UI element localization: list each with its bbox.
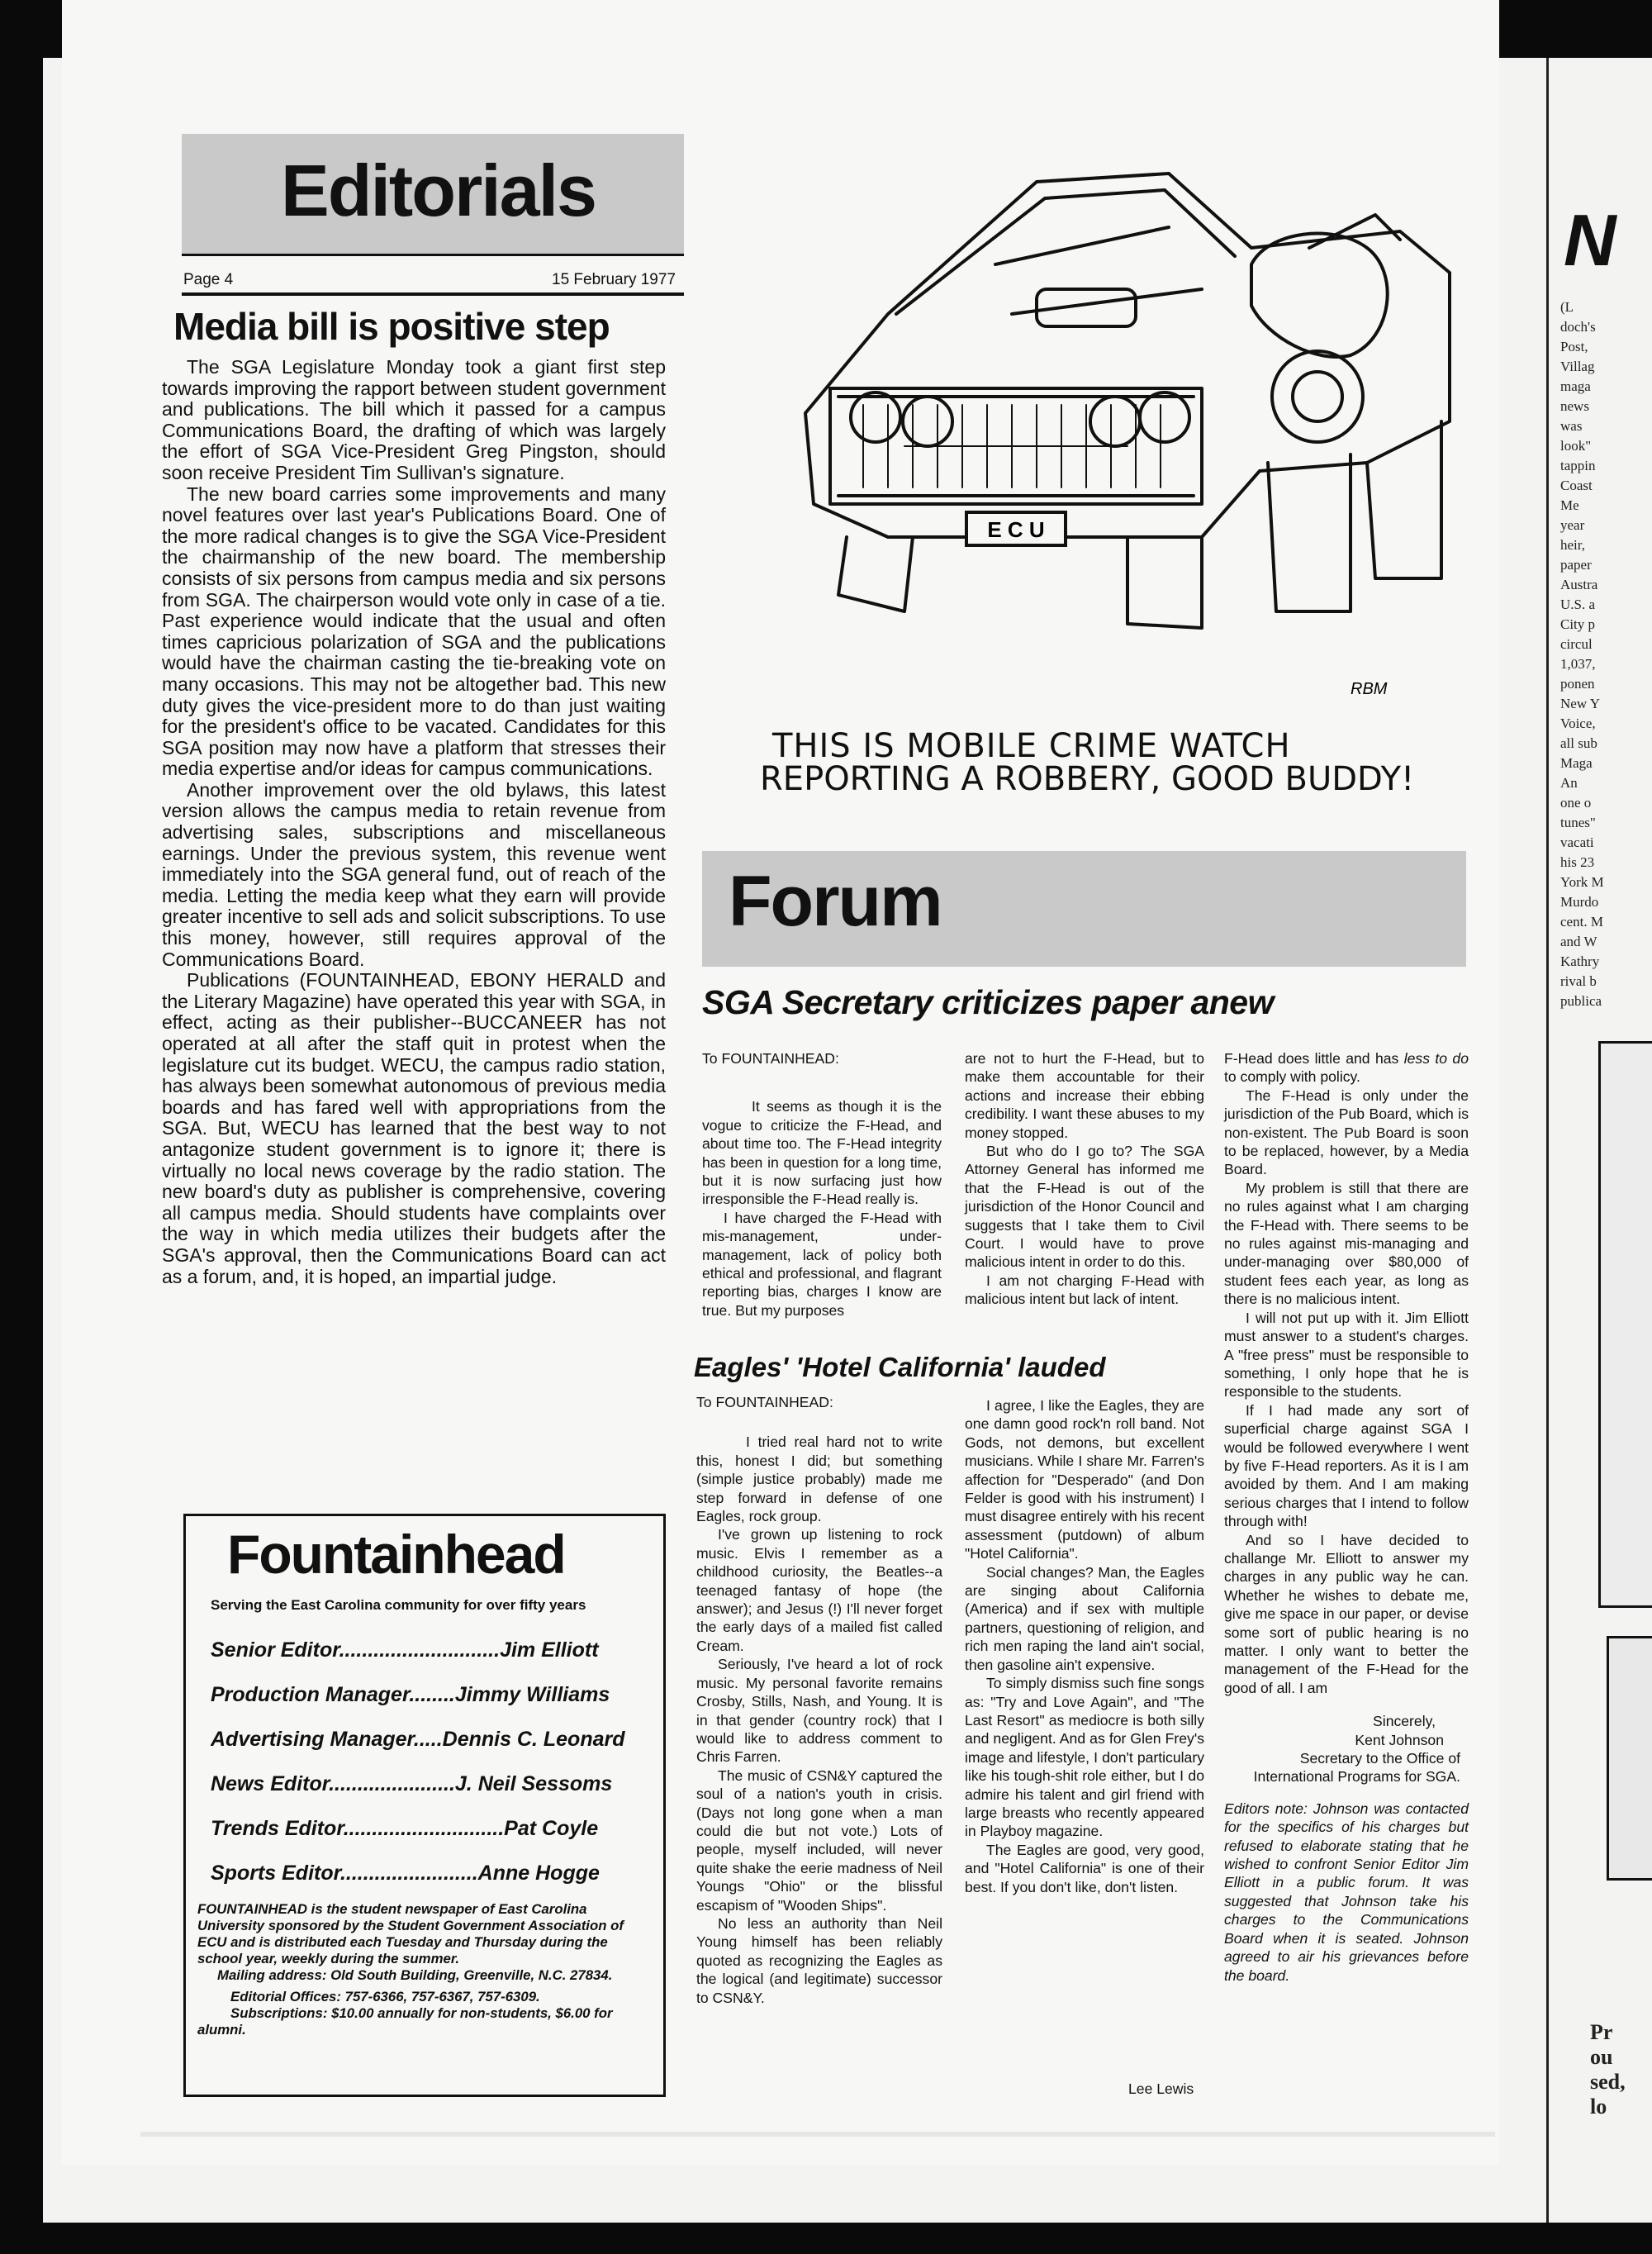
- section-title: Editorials: [281, 150, 596, 231]
- forum-title: Forum: [729, 862, 942, 941]
- letter1-salutation: To FOUNTAINHEAD:: [702, 1050, 839, 1067]
- editorial-paragraph: Another improvement over the old bylaws, this latest version allows the campus media to retain revenue from advertising sales, subscriptions and miscellaneous earnings. Under the previous system, this revenue went immediately into the SGA general fund, out of reach of the media. Letting the media keep what they earn will provide greater incentive to sell ads and solicit subscriptions. To use this money, however, still requires approval of the Communications Board.: [162, 778, 666, 970]
- editorial-paragraph: The SGA Legislature Monday took a giant first step towards improving the rapport between student government and publications. The bill which it passed for a campus Communications Board, the drafting of which was largely the effort of SGA Vice-President Greg Pingston, should soon receive President Tim Sullivan's signature.: [162, 356, 666, 483]
- staff-leader-dots: .....: [413, 1728, 443, 1751]
- adjacent-text-fragment: tappin: [1560, 458, 1596, 473]
- staff-row: [211, 1638, 640, 1662]
- staff-leader-dots: ............................: [339, 1638, 501, 1662]
- adjacent-text-fragment: Coast: [1560, 478, 1593, 493]
- bottom-edge: [140, 2132, 1495, 2137]
- staff-name: Jimmy Williams: [454, 1683, 610, 1706]
- letter1-col2: [965, 1049, 1204, 1309]
- adjacent-text-fragment: Voice,: [1560, 716, 1596, 731]
- letter1-paragraph: The F-Head is only under the jurisdiction of the Pub Board, which is non-existent. The Pub Board is soon to be replaced, however, by a Media Board.: [1224, 1087, 1469, 1178]
- adjacent-text-fragment: doch's: [1560, 319, 1596, 335]
- adjacent-text-fragment: New Y: [1560, 696, 1600, 711]
- editors-note: Editors note: Johnson was contacted for the specifics of his charges but refused to elaborate stating that he wished to confront Senior Editor Jim Elliott in a public forum. It was suggested that Johnson take his charges to the Communications Board when it is seated. Johnson agreed to air his grievances before the board.: [1224, 1800, 1469, 1984]
- letter2-paragraph: I tried real hard not to write this, honest I did; but something (simple justice probably) made me step forward in defense of one Eagles, rock group.: [696, 1434, 942, 1525]
- adjacent-text-fragment: rival b: [1560, 973, 1597, 989]
- adjacent-text-fragment: U.S. a: [1560, 597, 1596, 612]
- staff-name: Pat Coyle: [504, 1817, 599, 1840]
- staff-name: Dennis C. Leonard: [442, 1728, 625, 1751]
- staff-row: [211, 1817, 640, 1841]
- adjacent-text-fragment: Kathry: [1560, 953, 1600, 969]
- banner-rule: [182, 254, 684, 256]
- adjacent-text-fragment: Me: [1560, 497, 1579, 513]
- adjacent-bottom-fragment: lo: [1590, 2095, 1607, 2118]
- letter1-paragraph: I will not put up with it. Jim Elliott must answer to a student's charges. A "free press" must be responsible to something, I only hope that he is responsible to the students.: [1224, 1309, 1469, 1400]
- signer-title: International Programs for SGA.: [1253, 1768, 1460, 1786]
- lead-text: F-Head does little and has: [1224, 1050, 1404, 1067]
- adjacent-text-fragment: Villag: [1560, 359, 1595, 374]
- staff-role: Production Manager: [211, 1683, 410, 1706]
- letter1-paragraph: It seems as though it is the vogue to criticize the F-Head, and about time too. The F-Head integrity has been in question for a long time, but it is now surfacing just how irresponsible the F-Head really is.: [702, 1098, 942, 1208]
- license-plate-text: E C U: [987, 517, 1045, 542]
- adjacent-page-text: [1560, 297, 1651, 1011]
- adjacent-page-header: N: [1564, 199, 1616, 281]
- adjacent-text-fragment: paper: [1560, 557, 1592, 573]
- masthead-about: [197, 1901, 650, 2038]
- letter2-col2: [965, 1396, 1204, 1896]
- letter2-paragraph: I've grown up listening to rock music. Elvis I remember as a childhood curiosity, the Beatles--a teenaged fantasy of hope (the answer); and Jesus (!) I'll never forget the early days of a mailed fist called Cream.: [696, 1526, 942, 1654]
- issue-date: 15 February 1977: [552, 271, 676, 288]
- letter1-paragraph: And so I have decided to challange Mr. Elliott to answer my charges in any public way he can. Whether he wishes to debate me, give me space in our paper, or devise some sort of public hearing is no matter. I only want to better the management of the F-Head for the good of all. I am: [1224, 1531, 1469, 1696]
- adjacent-bottom-fragment: Pr: [1590, 2020, 1613, 2044]
- masthead-offices: Editorial Offices: 757-6366, 757-6367, 757-6309.: [230, 1989, 540, 2004]
- staff-name: J. Neil Sessoms: [454, 1772, 613, 1795]
- adjacent-text-fragment: Austra: [1560, 577, 1598, 592]
- letter2-salutation: To FOUNTAINHEAD:: [696, 1394, 833, 1410]
- letter1-paragraph: But who do I go to? The SGA Attorney General has informed me that the F-Head is out of the jurisdiction of the Honor Council and suggests that I take them to Civil Court. I would have to prove malicious intent in order to do this.: [965, 1143, 1204, 1271]
- adjacent-text-fragment: heir,: [1560, 537, 1585, 553]
- signer-title: Secretary to the Office of: [1299, 1750, 1460, 1767]
- letter2-paragraph: No less an authority than Neil Young himself has been reliably quoted as recognizing the Eagles as the logical (and legitimate) successor to CSN&Y.: [696, 1914, 942, 2006]
- adjacent-text-fragment: cent. M: [1560, 914, 1603, 930]
- adjacent-photo: [1598, 1041, 1652, 1608]
- adjacent-text-fragment: his 23: [1560, 854, 1595, 870]
- adjacent-text-fragment: An: [1560, 775, 1578, 791]
- editorial-body: [162, 357, 666, 1287]
- letter1-paragraph: My problem is still that there are no rules against what I am charging the F-Head with. There seems to be no rules against mis-managing and under-managing over $80,000 of student fees each year, as long as there is no malicious intent.: [1224, 1179, 1469, 1308]
- letter2-paragraph: To simply dismiss such fine songs as: "Try and Love Again", and "The Last Resort" as mediocre is both silly and negligent. And as for Glen Frey's image and lifestyle, I don't particulary like his tough-shit role either, but I do admire his talent and girl friend with large breasts who recently appeared in Playboy magazine.: [965, 1675, 1205, 1840]
- adjacent-text-fragment: one o: [1560, 795, 1592, 811]
- adjacent-page-bottom-text: [1590, 2020, 1652, 2119]
- adjacent-text-fragment: was: [1560, 418, 1583, 434]
- staff-role: Senior Editor: [211, 1638, 339, 1662]
- letter1-signoff: [1224, 1712, 1469, 1786]
- lead-italic: less to do: [1403, 1050, 1469, 1067]
- cartoon-illustration: [739, 149, 1466, 727]
- adjacent-text-fragment: Maga: [1560, 755, 1593, 771]
- letter2-col1: [696, 1393, 942, 2007]
- letter2-paragraph: Seriously, I've heard a lot of rock music. My personal favorite remains Crosby, Stills, Nash, and Young. It is in that gender (country rock) that I would like to address comment to Chris Farren.: [696, 1656, 942, 1766]
- staff-name: Anne Hogge: [477, 1862, 600, 1885]
- signer: Kent Johnson: [1355, 1731, 1444, 1748]
- masthead-tagline: Serving the East Carolina community for over fifty years: [211, 1597, 586, 1613]
- adjacent-text-fragment: look": [1560, 438, 1592, 454]
- cartoon-caption-line2: REPORTING A ROBBERY, GOOD BUDDY!: [760, 760, 1415, 798]
- cartoon-caption-line1: THIS IS MOBILE CRIME WATCH: [772, 727, 1291, 765]
- staff-row: [211, 1772, 640, 1796]
- adjacent-text-fragment: news: [1560, 398, 1589, 414]
- adjacent-text-fragment: all sub: [1560, 735, 1597, 751]
- letter1-col3: [1224, 1049, 1469, 1985]
- letter1-paragraph: I am not charging F-Head with malicious intent but lack of intent.: [965, 1272, 1204, 1308]
- adjacent-page: [1546, 58, 1652, 2223]
- adjacent-text-fragment: tunes": [1560, 815, 1596, 830]
- adjacent-text-fragment: and W: [1560, 934, 1597, 949]
- adjacent-bottom-fragment: ou: [1590, 2045, 1613, 2069]
- dateline-rule: [182, 292, 684, 296]
- adjacent-text-fragment: City p: [1560, 616, 1596, 632]
- letter2-paragraph: Social changes? Man, the Eagles are singing about California (America) and if sex with multiple partners, questioning of religion, and rich men raping the land ain't social, then gasoline ain't expensive.: [965, 1563, 1204, 1673]
- letter2-headline: Eagles' 'Hotel California' lauded: [694, 1352, 1106, 1382]
- adjacent-ad-box: [1607, 1636, 1652, 1881]
- letter1-col1: [702, 1049, 942, 1320]
- masthead-mailing: Mailing address: Old South Building, Greenville, N.C. 27834.: [217, 1967, 613, 1983]
- staff-role: News Editor: [211, 1772, 330, 1795]
- editorial-paragraph: Publications (FOUNTAINHEAD, EBONY HERALD and the Literary Magazine) have operated this year with SGA, in effect, acting as their publisher--BUCCANEER has not operated at all after the staff quit in protest when the legislature cut its budget. WECU, the campus radio station, has always been somewhat autonomous of previous media boards and has fared well with appropriations from the SGA. But, WECU has learned that the best way to not antagonize student government is to ignore it; there is virtually no local news coverage by the radio station. The new board's duty as publisher is comprehensive, covering all campus media. Should students have complaints over the way in which media utilizes their budgets after the SGA's approval, then the Communications Board can act as a forum, and, it is hoped, an impartial judge.: [162, 969, 666, 1287]
- staff-row: [211, 1728, 640, 1752]
- staff-row: [211, 1862, 640, 1885]
- adjacent-text-fragment: year: [1560, 517, 1585, 533]
- staff-row: [211, 1683, 640, 1707]
- lead-end: to comply with policy.: [1224, 1068, 1360, 1086]
- staff-name: Jim Elliott: [500, 1638, 599, 1662]
- letter1-paragraph: are not to hurt the F-Head, but to make them accountable for their actions and increase their ebbing credibility. I want these abuses to my money stopped.: [965, 1050, 1204, 1141]
- masthead-about-text: FOUNTAINHEAD is the student newspaper of East Carolina University sponsored by the Student Government Association of ECU and is distributed each Tuesday and Thursday during the school year, weekly during the summer.: [197, 1901, 624, 1966]
- adjacent-text-fragment: (L: [1560, 299, 1574, 315]
- adjacent-text-fragment: publica: [1560, 993, 1602, 1009]
- staff-role: Advertising Manager: [211, 1728, 414, 1751]
- adjacent-text-fragment: maga: [1560, 378, 1591, 394]
- adjacent-text-fragment: 1,037,: [1560, 656, 1596, 672]
- adjacent-text-fragment: Post,: [1560, 339, 1588, 354]
- masthead-box: [183, 1514, 666, 2097]
- adjacent-text-fragment: Murdo: [1560, 894, 1599, 910]
- letter1-col3-lead: [1224, 1049, 1469, 1087]
- letter2-paragraph: The Eagles are good, very good, and "Hotel California" is one of their best. If you don't like, don't listen.: [965, 1841, 1204, 1895]
- staff-role: Sports Editor: [211, 1862, 340, 1885]
- letter1-paragraph: I have charged the F-Head with mis-management, under-management, lack of policy both ethical and professional, and flagrant reporting bias, charges I know are true. But my purposes: [702, 1209, 942, 1319]
- adjacent-text-fragment: ponen: [1560, 676, 1595, 692]
- letter2-paragraph: The music of CSN&Y captured the soul of a nation's youth in crisis. (Days not long gone when a man could die but not vote.) Lots of people, myself included, will never quite shake the eerie madness of Neil Youngs "Ohio" or the blissful escapism of "Wooden Ships".: [696, 1767, 942, 1914]
- staff-role: Trends Editor: [211, 1817, 344, 1840]
- letter1-paragraph: If I had made any sort of superficial charge against SGA I would be followed everywhere I went by five F-Head reporters. As it is I am avoided by them. And I am making serious charges that I intend to follow through with!: [1224, 1401, 1469, 1530]
- staff-leader-dots: ........................: [339, 1862, 478, 1885]
- staff-leader-dots: ........: [409, 1683, 455, 1706]
- letter2-paragraph: I agree, I like the Eagles, they are one damn good rock'n roll band. Not Gods, not demons, but excellent musicians. While I share Mr. Farren's affection for "Desperado" (and Don Felder is good with his instrument) I must disagree entirely with his recent assessment (putdown) of album "Hotel California".: [965, 1397, 1204, 1562]
- adjacent-text-fragment: vacati: [1560, 835, 1594, 850]
- editorial-headline: Media bill is positive step: [173, 305, 610, 348]
- adjacent-text-fragment: York M: [1560, 874, 1604, 890]
- letter1-headline: SGA Secretary criticizes paper anew: [702, 983, 1274, 1021]
- staff-leader-dots: ......................: [329, 1772, 455, 1795]
- adjacent-text-fragment: circul: [1560, 636, 1593, 652]
- masthead-subscriptions: Subscriptions: $10.00 annually for non-students, $6.00 for alumni.: [197, 2005, 613, 2038]
- closing: Sincerely,: [1373, 1713, 1436, 1730]
- car-drawing: [805, 174, 1450, 628]
- cartoonist-signature: RBM: [1351, 680, 1388, 698]
- masthead-title: Fountainhead: [227, 1524, 565, 1585]
- letter2-signer: Lee Lewis: [1128, 2080, 1194, 2097]
- editorial-paragraph: The new board carries some improvements and many novel features over last year's Publications Board. One of the more radical changes is to give the SGA Vice-President the chairmanship of the new board. The membership consists of six persons from campus media and six persons from SGA. The chairperson would vote only in case of a tie. Past experience would indicate that the usual and often times capricious polarization of SGA and the publications would have the chairman casting the tie-breaking vote on many occasions. This may not be altogether bad. This new duty gives the vice-president more to do than just waiting for the president's office to be vacated. Candidates for this SGA position may now have a platform that stresses their media expertise and/or ideas for campus communications.: [162, 483, 666, 780]
- staff-leader-dots: ............................: [343, 1817, 505, 1840]
- page-number: Page 4: [183, 271, 234, 288]
- adjacent-bottom-fragment: sed,: [1590, 2070, 1626, 2094]
